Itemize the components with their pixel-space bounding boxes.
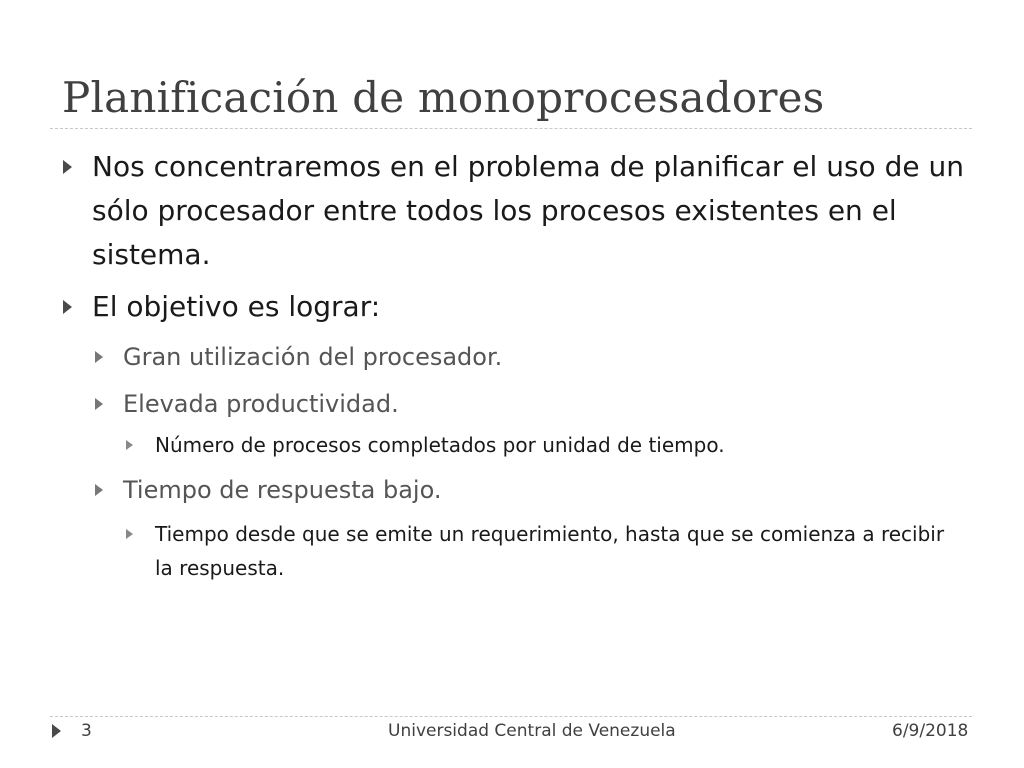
triangle-right-icon xyxy=(95,351,103,363)
triangle-right-icon xyxy=(126,529,133,539)
bullet-item-1: Nos concentraremos en el problema de planificar el uso de un sólo procesador entre todos los procesos existentes en el sistema. xyxy=(92,150,964,271)
bullet-item-2-3-1: Tiempo desde que se emite un requerimiento, hasta que se comienza a recibir la respuesta. xyxy=(155,522,945,580)
footer-organization: Universidad Central de Venezuela xyxy=(388,721,676,741)
title-divider xyxy=(50,128,972,129)
footer-divider xyxy=(50,716,972,717)
slide-title: Planificación de monoprocesadores xyxy=(62,73,825,122)
bullet-item-2: El objetivo es lograr: xyxy=(92,290,381,323)
triangle-right-icon xyxy=(52,724,61,738)
page-number: 3 xyxy=(81,721,92,741)
bullet-item-2-1: Gran utilización del procesador. xyxy=(123,343,503,371)
bullet-item-2-2-1: Número de procesos completados por unidad de tiempo. xyxy=(155,433,725,457)
triangle-right-icon xyxy=(126,440,133,450)
triangle-right-icon xyxy=(95,484,103,496)
triangle-right-icon xyxy=(63,160,72,174)
bullet-item-2-3: Tiempo de respuesta bajo. xyxy=(123,476,442,504)
bullet-item-2-2: Elevada productividad. xyxy=(123,390,399,418)
triangle-right-icon xyxy=(63,300,72,314)
triangle-right-icon xyxy=(95,398,103,410)
footer-date: 6/9/2018 xyxy=(892,721,969,741)
